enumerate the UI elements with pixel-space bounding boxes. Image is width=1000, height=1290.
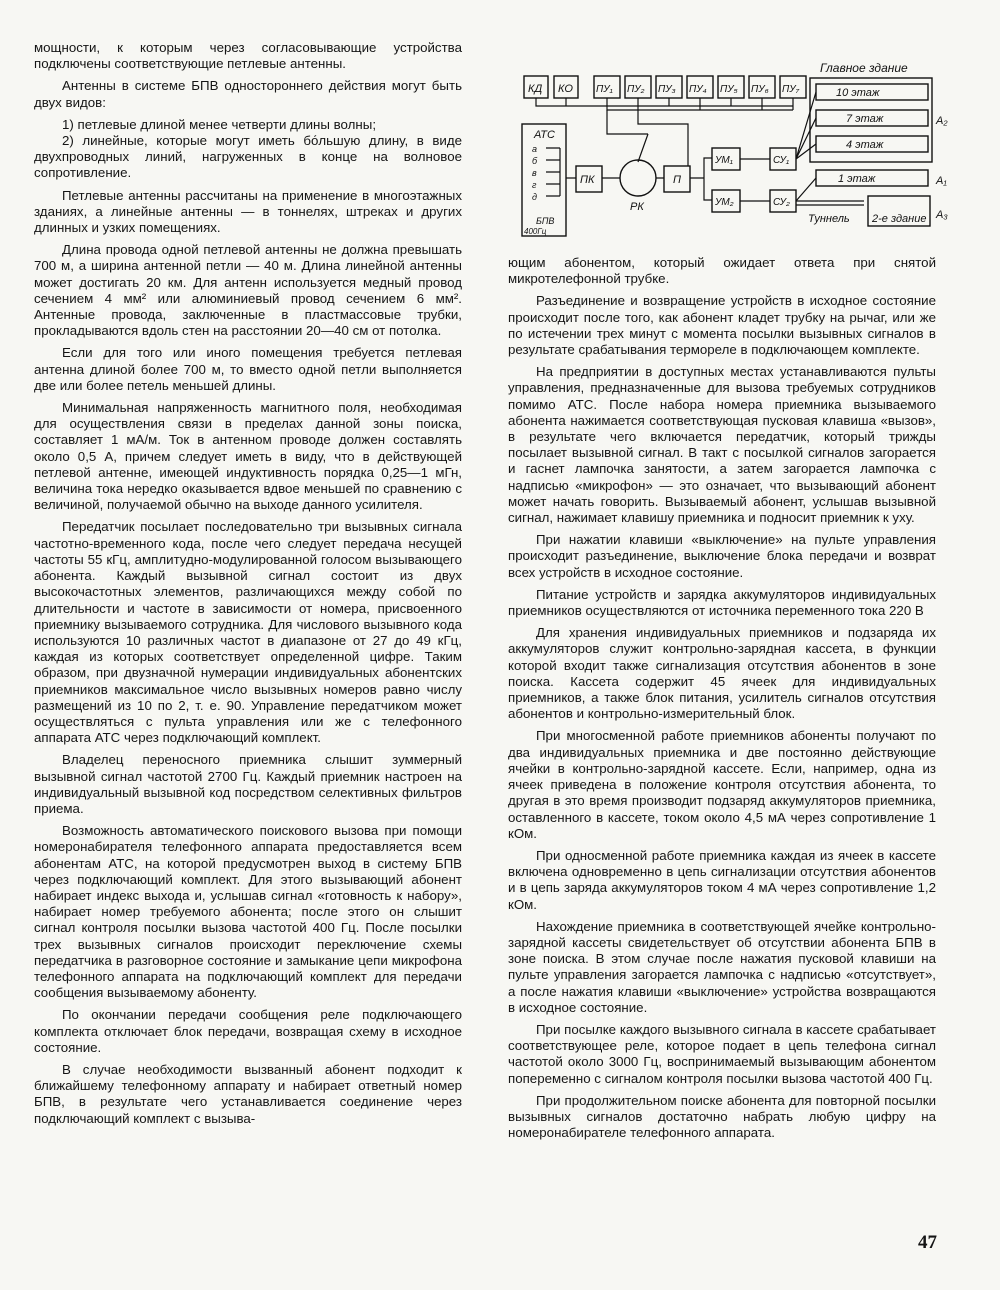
paragraph: Возможность автоматического поискового вызова при помощи номеронабирателя телефонного аппарата предоставляется всем абонентам АТС, на которой предусмотрен выход в систему БПВ через подключающий комплект. Для этого вызывающий абонент набирает индекс выхода и, услышав сигнал «готовность к набору», набирает номер требуемого абонента; после этого он слышит сигнал контроля посылки вызова частотой 400 Гц. После посылки трех вызывных сигналов происходит переключение схемы передатчика в разговорное состояние и замыкание цепи микрофона телефонного аппарата на подключающий комплект для передачи сообщения вызываемому абоненту. xyxy=(34,823,462,1001)
ats-tap-v: в xyxy=(532,168,537,178)
pu4-label: ПУ₄ xyxy=(689,84,707,95)
paragraph: Нахождение приемника в соответствующей ячейке контрольно-зарядной кассеты свидетельствует об отсутствии абонента БПВ в зоне поиска. В этом случае после нажатия пусковой клавиши на пульте управления загорается лампочка с надписью «отсутствует», а после нажатия клавиши «выключение» устройства возвращаются в исходное состояние. xyxy=(508,918,936,1015)
paragraph: Минимальная напряженность магнитного поля, необходимая для осуществления связи в пределах данной зоны поиска, составляет 1 мА/м. Ток в антенном проводе должен составлять около 0,5 А, причем следует иметь в виду, что в действующей петлевой антенне, имеющей индуктивность порядка 0,25—1 мГн, величина тока нередко оказывается вдвое меньшей по сравнению с величиной, получаемой обычно на выходе данного усилителя. xyxy=(34,400,462,513)
paragraph: мощности, к которым через согласовывающие устройства подключены соответствующие петлевые антенны. xyxy=(34,40,462,72)
rk-label: РК xyxy=(630,201,644,213)
um1-label: УМ₁ xyxy=(715,155,733,166)
paragraph: По окончании передачи сообщения реле подключающего комплекта отключает блок передачи, возвращая схему в исходное состояние. xyxy=(34,1007,462,1055)
floor-7-label: 7 этаж xyxy=(846,113,884,125)
paragraph: Длина провода одной петлевой антенны не должна превышать 700 м, а ширина антенной петли — 40 м. Длина линейной антенны может достигать 20 км. Для антенн используется медный провод сечением 4 мм² или алюминиевый провод сечением 6 мм². Антенные провода, заключенные в пластмассовые трубки, прокладываются вдоль стен на расстоянии 20—40 см от потолка. xyxy=(34,242,462,339)
left-column xyxy=(34,40,462,1133)
ats-wires xyxy=(546,148,576,196)
um-su-wires xyxy=(740,159,770,201)
ats-tap-a: а xyxy=(532,144,538,154)
pu2-label: ПУ₂ xyxy=(627,84,645,95)
su2-label: СУ₂ xyxy=(773,197,790,208)
su1-floor-wires xyxy=(796,92,816,159)
pu5-label: ПУ₅ xyxy=(720,84,738,95)
paragraph: 2) линейные, которые могут иметь бо́льшую длину, в виде двухпроводных линий, нагруженных в конце на волновое сопротивление. xyxy=(34,133,462,181)
paragraph: Разъединение и возвращение устройств в исходное состояние происходит после того, как абонент кладет трубку на рычаг, или же по истечении трех минут с момента посылки вызывных сигналов в результате срабатывания термореле в подключающем комплекте. xyxy=(508,293,936,358)
ats-tap-g: г xyxy=(532,180,537,190)
pu1-label: ПУ₁ xyxy=(596,84,613,95)
paragraph: 1) петлевые длиной менее четверти длины волны; xyxy=(62,116,377,132)
paragraph: При посылке каждого вызывного сигнала в кассете срабатывает соответствующее реле, которое подает в цепь телефона сигнал частотой около 3000 Гц, воспринимаемый вызывающим абонентом попеременно с сигналом контроля посылки вызова частотой 400 Гц. xyxy=(508,1021,936,1086)
p-um-wires xyxy=(690,158,712,200)
paragraph: Для хранения индивидуальных приемников и подзаряда их аккумуляторов служит контрольно-зарядная кассета, в функции которой входит также сигнализация отсутствия абонентов в зоне поиска. Кассета содержит 45 ячеек для индивидуальных приемников, а также блок питания, усилитель сигналов отсутствия абонентов и контрольно-измерительный блок. xyxy=(508,625,936,722)
control-bus xyxy=(536,98,793,110)
paragraph: Владелец переносного приемника слышит зуммерный вызывной сигнал частотой 2700 Гц. Каждый приемник настроен на индивидуальный вызывной код посредством селективных фильтров приема. xyxy=(34,752,462,816)
paragraph: Передатчик посылает последовательно три вызывных сигнала частотно-временного кода, после чего следует передача несущей частоты 55 кГц, амплитудно-модулированной голосом вызывающего абонента. Каждый вызывной сигнал состоит из двух высокочастотных элементов, различающихся между собой по длительности и частоте в зависимости от номера, присвоенного приемнику вызываемого сотрудника. Для числового вызывного кода используются 10 различных частот в диапазоне от 27 до 49 кГц, каждая из которых соответствует определенной цифре. Таким образом, при двузначной нумерации индивидуальных абонентских приемников максимальное число вызывных номеров равно числу размещений из 10 по 2, т. е. 90. Управление передатчиком может осуществляться с пульта управления или же с телефонного аппарата АТС через подключающий комплект. xyxy=(34,519,462,746)
su2-floor1-wire xyxy=(796,178,816,201)
control-wires xyxy=(607,110,688,166)
paragraph: При односменной работе приемника каждая из ячеек в кассете включена одновременно в цепь сигнализации отсутствия абонентов и в цепь заряда аккумуляторов током 4 мА через сопротивление 1,2 кОм. xyxy=(508,847,936,912)
pk-label: ПК xyxy=(580,174,595,186)
paragraph: В случае необходимости вызванный абонент подходит к ближайшему телефонному аппарату и набирает ответный номер БПВ, в результате чего устанавливается соединение через подключающий комплект с вызыва- xyxy=(34,1061,462,1126)
main-building-label: Главное здание xyxy=(820,61,908,75)
paragraph: ющим абонентом, который ожидает ответа при снятой микротелефонной трубке. xyxy=(508,255,936,287)
antenna-a1-label: A₁ xyxy=(936,175,947,187)
paragraph: При нажатии клавиши «выключение» на пульте управления происходит разъединение, выключение блока передачи и возврат всех устройств в исходное состояние. xyxy=(508,532,936,580)
p-label: П xyxy=(673,174,681,186)
antenna-a2-label: A₂ xyxy=(936,115,948,127)
right-column xyxy=(508,255,936,1147)
kd-label: КД xyxy=(528,83,543,95)
paragraph: Петлевые антенны рассчитаны на применение в многоэтажных зданиях, а линейные антенны — в тоннелях, штреках и других длинных и узких помещениях. xyxy=(34,187,462,236)
rk-wires xyxy=(638,134,664,178)
floor-10-label: 10 этаж xyxy=(836,87,880,99)
pu3-label: ПУ₃ xyxy=(658,84,676,95)
rk-switch xyxy=(620,160,656,196)
paragraph: Питание устройств и зарядка аккумуляторов индивидуальных приемников осуществляются от источника переменного тока 220 В xyxy=(508,586,936,619)
ats-tap-d: д xyxy=(532,192,537,202)
antenna-a3-label: A₃ xyxy=(936,209,948,221)
paragraph: Антенны в системе БПВ одностороннего действия могут быть двух видов: xyxy=(34,78,462,110)
paragraph: На предприятии в доступных местах устанавливаются пульты управления, предназначенные для вызова требуемых сотрудников помимо АТС. После набора номера приемника вызываемого абонента нажимается соответствующая пусковая клавиша «вызов», в результате чего включается передатчик, который трижды посылает вызывной сигнал. В такт с посылкой сигналов загорается и гаснет лампочка занятости, а затем загорается лампочка с надписью «микрофон» — это означает, что вызывающий абонент может начать говорить. Вызываемый абонент, услышав вызывной сигнал, нажимает клавишу приемника и подносит приемник к уху. xyxy=(508,364,936,526)
building2-label: 2-е здание xyxy=(872,213,927,225)
ats-tap-b: б xyxy=(532,156,538,166)
ats-freq-label: 400Гц xyxy=(524,227,547,236)
pu7-label: ПУ₇ xyxy=(782,84,800,95)
block-diagram-svg xyxy=(508,58,948,254)
paragraph: При многосменной работе приемников абоненты получают по два индивидуальных приемника и две постоянно действующие ячейки в контрольно-зарядной кассете. Если, например, одна из ячеек приведена в положение контроля отсутствия абонента, то другая в это время производит подзаряд аккумуляторов приемника, оставленного в кассете, током около 4,5 мА через сопротивление 1 кОм. xyxy=(508,728,936,841)
ko-label: КО xyxy=(558,83,573,95)
tunnel-line xyxy=(796,201,864,205)
paragraph: Если для того или иного помещения требуется петлевая антенна длиной более 700 м, то вместо одной петли выполняется две или более петель меньшей длины. xyxy=(34,345,462,393)
block-diagram xyxy=(508,58,948,254)
pu6-label: ПУ₆ xyxy=(751,84,769,95)
tunnel-label: Туннель xyxy=(808,213,850,225)
um2-label: УМ₂ xyxy=(715,197,734,208)
floor-1-label: 1 этаж xyxy=(838,173,876,185)
page-number: 47 xyxy=(918,1232,937,1253)
paragraph: При продолжительном поиске абонента для повторной посылки вызывных сигналов достаточно набрать любую цифру на номеронабирателе телефонного аппарата. xyxy=(508,1092,936,1141)
floor-4-label: 4 этаж xyxy=(846,139,884,151)
ats-bpv-label: БПВ xyxy=(536,216,555,226)
su1-label: СУ₁ xyxy=(773,155,790,166)
ats-label: АТС xyxy=(534,129,555,141)
